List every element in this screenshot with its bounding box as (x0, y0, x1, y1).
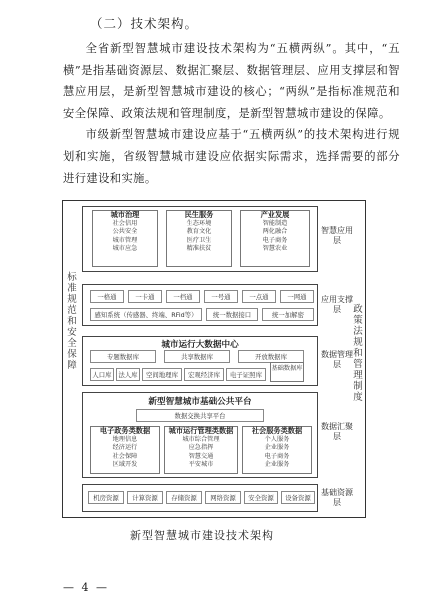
group-item: 地理信息 (112, 435, 138, 443)
group-item: 智慧农业 (262, 245, 288, 253)
unified-data-interface: 统一数据接口 (206, 308, 258, 321)
group-head: 城市治理 (110, 210, 140, 219)
app-group-city-governance (92, 210, 158, 267)
group-item: 城市综合管理 (182, 435, 220, 443)
group-item: 城市管理 (112, 236, 138, 244)
group-item: 两化融合 (262, 228, 288, 236)
group-head: 产业发展 (260, 210, 290, 219)
right-vertical-label: 政策法规和管理制度 (353, 304, 363, 403)
group-item: 社会保障 (112, 452, 138, 460)
support-item: 一卡通 (128, 290, 162, 303)
group-item: 教育文化 (186, 228, 212, 236)
database-item: 共享数据库 (164, 350, 230, 363)
agg-group-social-service (242, 426, 312, 474)
resource-item: 设备资源 (281, 491, 315, 504)
group-item: 企业服务 (264, 461, 290, 469)
group-head: 城市运行管理类数据 (168, 426, 234, 435)
group-item: 公共安全 (112, 228, 138, 236)
group-item: 电子商务 (262, 236, 288, 244)
database-item: 电子证照库 (226, 368, 266, 381)
base-resource-layer-label: 基础资源层 (321, 488, 353, 507)
support-item: 一号通 (204, 290, 238, 303)
sensing-system: 感知系统（传感器、终端、RFid等） (90, 308, 202, 321)
group-item: 应急指挥 (188, 444, 214, 452)
database-item: 专题数据库 (90, 350, 156, 363)
data-management-layer-label: 数据管理层 (321, 350, 353, 369)
group-item: 区域开发 (112, 461, 138, 469)
database-item: 开放数据库 (238, 350, 304, 363)
group-item: 平安城市 (188, 461, 214, 469)
base-database: 基础数据库 (270, 362, 304, 382)
support-item: 一网通 (280, 290, 314, 303)
group-item: 精准扶贫 (186, 245, 212, 253)
body-paragraph (63, 38, 400, 189)
resource-item: 机房资源 (88, 491, 124, 504)
group-item: 医疗卫生 (186, 236, 212, 244)
resource-item: 网络资源 (205, 491, 241, 504)
section-title: （二）技术架构。 (90, 16, 199, 31)
database-item: 法人库 (116, 368, 140, 381)
data-exchange-platform: 数据交换共享平台 (136, 409, 264, 422)
group-item: 企业服务 (264, 444, 290, 452)
diagram-caption: 新型智慧城市建设技术架构 (130, 529, 274, 542)
resource-item: 存储资源 (166, 491, 202, 504)
support-item: 一档通 (166, 290, 200, 303)
group-item: 城市应急 (112, 245, 138, 253)
group-head: 电子政务类数据 (99, 426, 151, 435)
group-item: 个人服务 (264, 435, 290, 443)
database-item: 宏观经济库 (184, 368, 224, 381)
group-item: 生态环境 (186, 219, 212, 227)
group-item: 社会信用 (112, 219, 138, 227)
resource-item: 计算资源 (127, 491, 163, 504)
group-head: 民生服务 (184, 210, 214, 219)
public-platform-title: 新型智慧城市基础公共平台 (148, 397, 252, 407)
group-head: 社会服务类数据 (251, 426, 303, 435)
database-item: 人口库 (90, 368, 114, 381)
database-item: 空间地理库 (142, 368, 182, 381)
data-aggregation-layer-label: 数据汇聚层 (321, 422, 353, 441)
app-support-layer-label: 应用支撑层 (321, 295, 353, 314)
agg-group-city-operation (164, 426, 238, 474)
group-item: 智慧交通 (188, 452, 214, 460)
resource-item: 安全资源 (244, 491, 278, 504)
paragraph-1: 全省新型智慧城市建设技术架构为“五横两纵”。其中，“五横”是指基础资源层、数据汇聚层、数据管理层、应用支撑层和智慧应用层，是新型智慧城市建设的核心；“两纵”是指标准规范和安全保障、政策法规和管理制度，是新型智慧城市建设的保障。 (63, 42, 400, 120)
group-item: 电子商务 (264, 452, 290, 460)
page-number: — 4 — (63, 581, 109, 594)
left-vertical-label: 标准规范和安全保障 (67, 272, 77, 371)
group-item: 智能制造 (262, 219, 288, 227)
app-group-industry-development (240, 210, 310, 267)
unified-encryption: 统一加解密 (262, 308, 314, 321)
support-item: 一点通 (242, 290, 276, 303)
paragraph-2: 市级新型智慧城市建设应基于“五横两纵”的技术架构进行规划和实施，省级智慧城市建设应依据实际需求，选择需要的部分进行建设和实施。 (63, 128, 400, 185)
support-item: 一格通 (90, 290, 124, 303)
big-data-center-title: 城市运行大数据中心 (161, 340, 239, 350)
group-item: 经济运行 (112, 444, 138, 452)
app-group-livelihood-services (166, 210, 232, 267)
smart-application-layer-label: 智慧应用层 (321, 226, 353, 245)
agg-group-egov (90, 426, 160, 474)
